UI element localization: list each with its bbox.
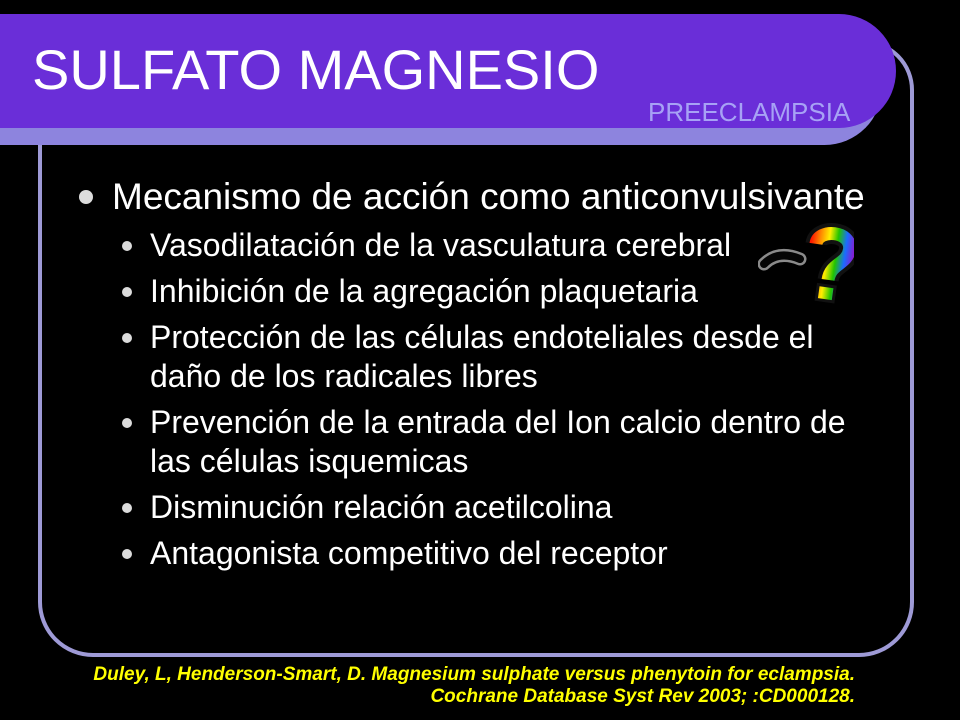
citation [93, 664, 855, 708]
sub-bullet-item [150, 403, 865, 481]
slide-title: SULFATO MAGNESIO [32, 38, 600, 101]
bullet-dot [122, 241, 132, 251]
sub-bullet-text: Prevención de la entrada del Ion calcio dentro de las células isquemicas [150, 404, 846, 479]
question-mark-dot [816, 285, 835, 302]
sub-bullet-item [150, 534, 865, 573]
citation-line-1: Duley, L, Henderson-Smart, D. Magnesium sulphate versus phenytoin for eclampsia. [93, 664, 855, 685]
question-mark-hook [764, 255, 800, 264]
sub-bullet-text: Disminución relación acetilcolina [150, 489, 613, 525]
bullet-dot [122, 549, 132, 559]
citation-line-2: Cochrane Database Syst Rev 2003; :CD000128. [430, 686, 855, 707]
sub-bullet-item [150, 318, 865, 396]
main-bullet [112, 175, 865, 219]
bullet-dot [122, 333, 132, 343]
bullet-dot [79, 190, 93, 204]
bullet-dot [122, 503, 132, 513]
sub-bullet-item [150, 488, 865, 527]
main-bullet-text: Mecanismo de acción como anticonvulsivante [112, 176, 865, 217]
slide-subtitle: PREECLAMPSIA [648, 97, 851, 127]
question-mark-icon [758, 222, 854, 310]
sub-bullet-text: Protección de las células endoteliales desde el daño de los radicales libres [150, 319, 814, 394]
bullet-dot [122, 418, 132, 428]
bullet-dot [122, 287, 132, 297]
sub-bullet-text: Inhibición de la agregación plaquetaria [150, 273, 698, 309]
sub-bullet-text: Vasodilatación de la vasculatura cerebral [150, 227, 732, 263]
sub-bullet-text: Antagonista competitivo del receptor [150, 535, 668, 571]
